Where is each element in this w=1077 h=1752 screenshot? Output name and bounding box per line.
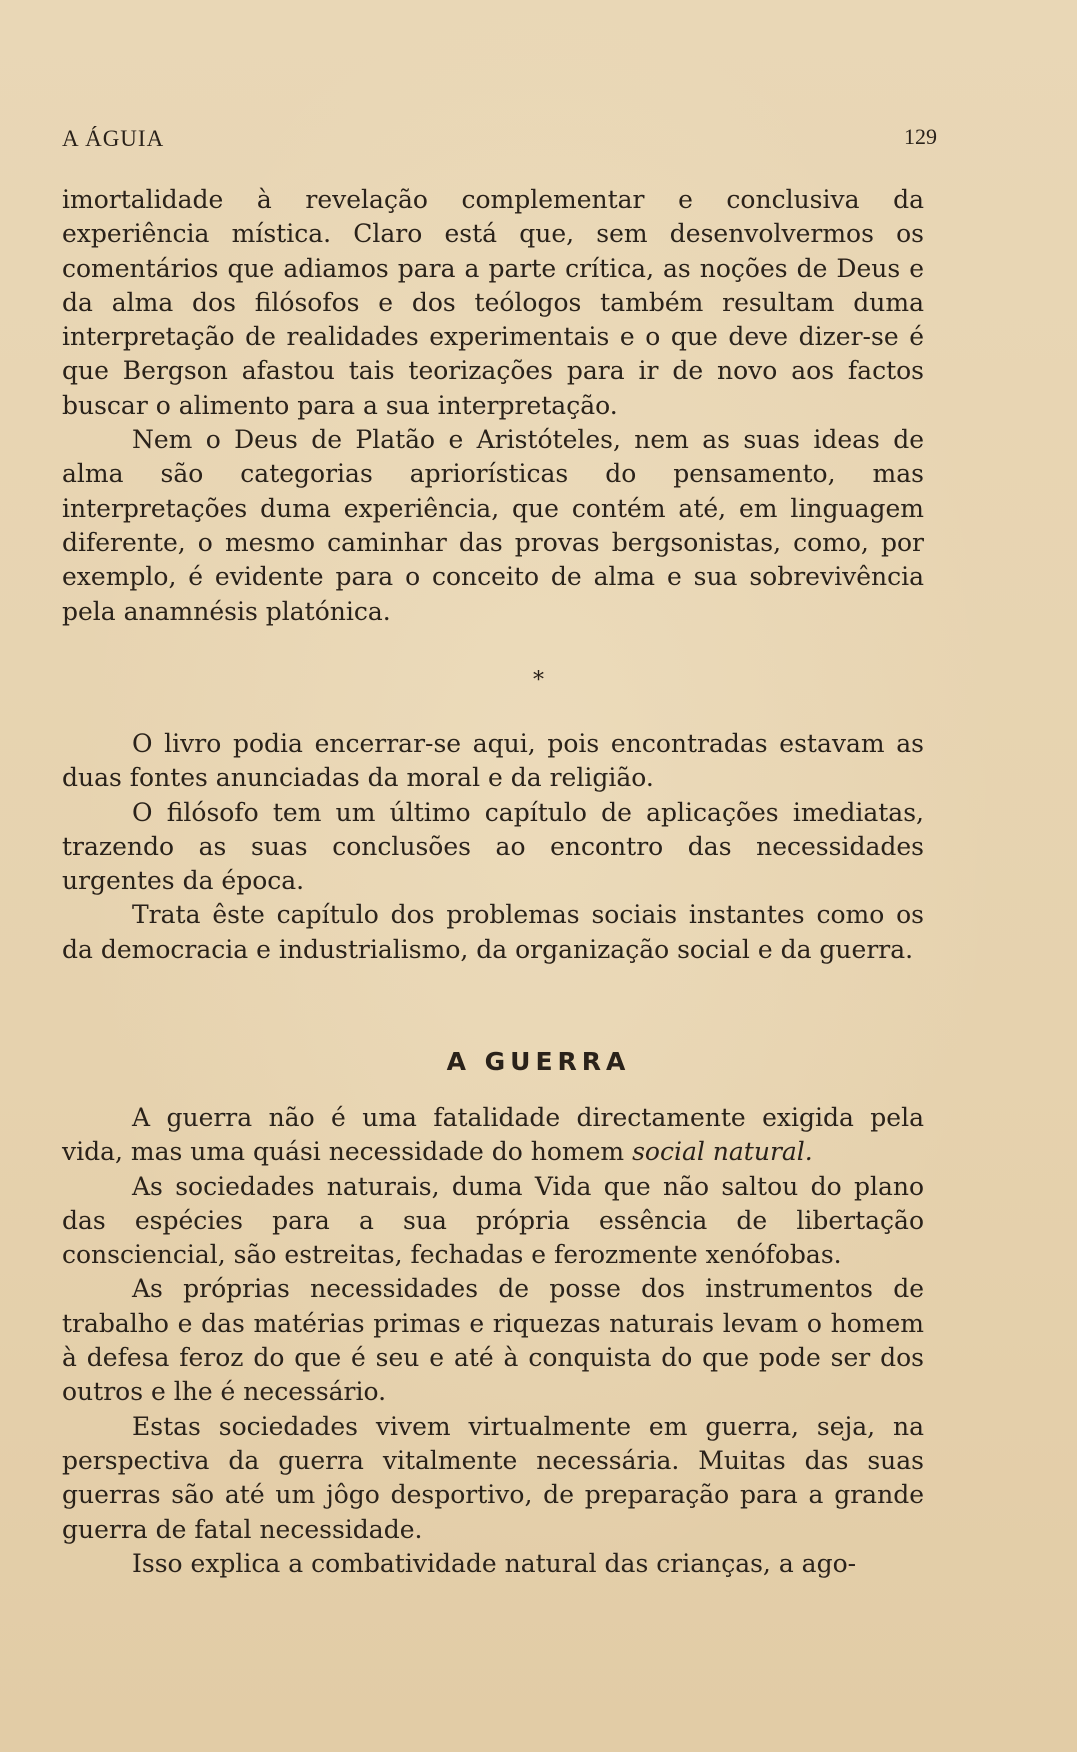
running-head [62,126,937,156]
page-number: 129 [904,124,937,149]
italic-phrase: social natural. [632,1137,813,1167]
paragraph: O filósofo tem um último capítulo de aplicações imediatas, trazendo as suas conclusões ao encontro das necessidades urgentes da época. [62,797,924,896]
paragraph: O livro podia encerrar-se aqui, pois encontradas estavam as duas fontes anunciadas da moral e da religião. [62,729,924,793]
paragraph [62,1101,924,1170]
paragraph: Estas sociedades vivem virtualmente em guerra, seja, na perspectiva da guerra vitalmente necessária. Muitas das suas guerras são até um jôgo desportivo, de preparação para a grande guerra de fatal necessidade. [62,1411,924,1544]
text-block-conclusion [62,727,924,967]
paragraph: Nem o Deus de Platão e Aristóteles, nem as suas ideas de alma são categorias apriorísticas do pensamento, mas interpretações duma experiência, que contém até, em linguagem diferente, o mesmo caminhar das provas bergsonistas, como, por exemplo, é evidente para o conceito de alma e sua sobrevivência pela anamnésis platónica. [62,425,924,626]
section-separator-asterisk: * [533,668,544,693]
paragraph: Isso explica a combatividade natural das crianças, a ago- [132,1548,857,1578]
paragraph-text: A guerra não é uma fatalidade directamente exigida pela vida, mas uma quási necessidade do homem [62,1103,924,1167]
journal-title: A ÁGUIA [62,126,165,151]
paragraph: imortalidade à revelação complementar e conclusiva da experiência mística. Claro está que, sem desenvolvermos os comentários que adiamos para a parte crítica, as noções de Deus e da alma dos filósofos e dos teólogos também resultam duma interpretação de realidades experimentais e o que deve dizer-se é que Bergson afastou tais teorizações para ir de novo aos factos buscar o alimento para a sua interpretação. [62,185,924,420]
section-heading: A GUERRA [446,1047,631,1076]
paragraph: Trata êste capítulo dos problemas sociais instantes como os da democracia e industrialismo, da organização social e da guerra. [62,900,924,964]
paragraph: As sociedades naturais, duma Vida que não saltou do plano das espécies para a sua própria essência de libertação consciencial, são estreitas, fechadas e ferozmente xenófobas. [62,1171,924,1270]
text-block-war [62,1101,924,1581]
paragraph: As próprias necessidades de posse dos instrumentos de trabalho e das matérias primas e riquezas naturais levam o homem à defesa feroz do que é seu e até à conquista do que pode ser dos outros e lhe é necessário. [62,1274,924,1407]
text-block-continuation [62,183,924,629]
